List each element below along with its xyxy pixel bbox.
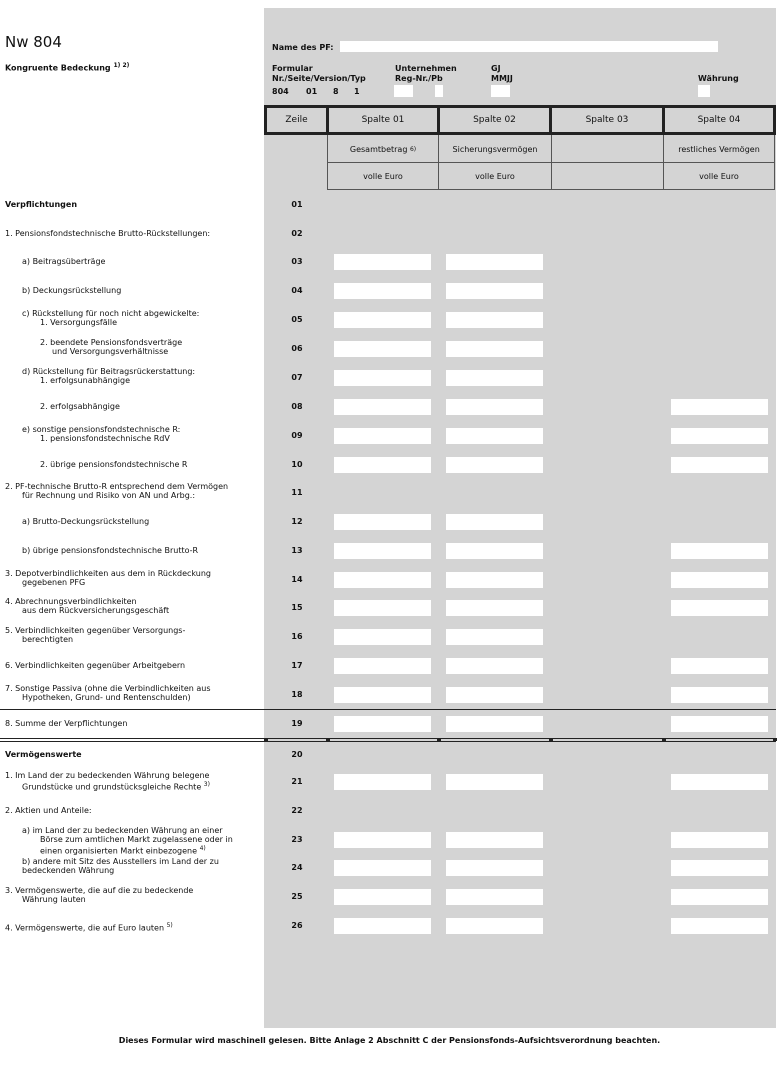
input-row-10-col-02[interactable]	[446, 457, 543, 473]
row-label: für Rechnung und Risiko von AN und Arbg.:	[22, 491, 196, 500]
separator-tick	[264, 738, 268, 741]
regnr-label: Reg-Nr./Pb	[395, 74, 443, 83]
nr-label: Nr./Seite/Version/Typ	[272, 74, 366, 83]
row-label: berechtigten	[22, 635, 74, 644]
row-label: 7. Sonstige Passiva (ohne die Verbindlichkeiten aus	[5, 684, 211, 693]
row-label: a) im Land der zu bedeckenden Währung an einer	[22, 826, 223, 835]
row-label: a) Beitragsüberträge	[22, 257, 106, 266]
separator-tick	[437, 738, 441, 741]
input-row-10-col-04[interactable]	[671, 457, 768, 473]
input-row-13-col-01[interactable]	[334, 543, 431, 559]
input-row-26-col-02[interactable]	[446, 918, 543, 934]
input-row-19-col-02[interactable]	[446, 716, 543, 732]
zeile-header: Zeile	[285, 115, 308, 125]
row-label: 2. erfolgsabhängige	[40, 402, 120, 411]
input-row-19-col-04[interactable]	[671, 716, 768, 732]
input-row-12-col-01[interactable]	[334, 514, 431, 530]
unternehmen-label: Unternehmen	[395, 64, 457, 73]
input-row-24-col-04[interactable]	[671, 860, 768, 876]
footer-note: Dieses Formular wird maschinell gelesen. Bitte Anlage 2 Abschnitt C der Pensionsfonds-Aufsichtsverordnung beachten.	[118, 1036, 661, 1045]
input-row-23-col-02[interactable]	[446, 832, 543, 848]
row-label: Währung lauten	[22, 895, 86, 904]
input-row-17-col-04[interactable]	[671, 658, 768, 674]
input-row-16-col-01[interactable]	[334, 629, 431, 645]
pb-field[interactable]	[435, 85, 443, 97]
unit-col-04: volle Euro	[699, 171, 739, 181]
row-label: 2. PF-technische Brutto-R entsprechend dem Vermögen	[5, 482, 229, 491]
row-number: 04	[291, 286, 303, 295]
input-row-03-col-02[interactable]	[446, 254, 543, 270]
row-number: 17	[291, 661, 303, 670]
gj-label: GJ	[491, 64, 501, 73]
input-row-04-col-02[interactable]	[446, 283, 543, 299]
separator-tick	[773, 738, 777, 741]
regnr-field[interactable]	[394, 85, 413, 97]
separator-verm-1	[0, 738, 776, 739]
input-row-24-col-02[interactable]	[446, 860, 543, 876]
form-subtitle: Kongruente Bedeckung $^{1) 2)}$	[5, 62, 130, 73]
name-field[interactable]	[340, 41, 718, 52]
input-row-03-col-01[interactable]	[334, 254, 431, 270]
separator-verm-2	[0, 741, 776, 742]
row-label: Vermögenswerte	[5, 750, 82, 759]
row-label: 1. Versorgungsfälle	[40, 318, 117, 327]
row-label: 1. pensionsfondstechnische RdV	[40, 434, 170, 443]
row-number: 14	[291, 575, 303, 584]
row-number: 03	[291, 257, 303, 266]
subheader-spalte-03	[552, 136, 663, 162]
col-header-01: Spalte 01	[361, 115, 405, 125]
row-number: 20	[291, 750, 303, 759]
row-label: einen organisierten Markt einbezogene $^{4)}$	[40, 845, 206, 856]
row-number: 18	[291, 690, 303, 699]
row-number: 16	[291, 632, 303, 641]
row-label: und Versorgungsverhältnisse	[52, 347, 169, 356]
row-label: e) sonstige pensionsfondstechnische R:	[22, 425, 181, 434]
unit-col-01: volle Euro	[363, 171, 403, 181]
row-number: 10	[291, 460, 303, 469]
row-number: 05	[291, 315, 303, 324]
row-number: 06	[291, 344, 303, 353]
row-label: 2. Aktien und Anteile:	[5, 806, 92, 815]
formular-label: Formular	[272, 64, 313, 73]
input-row-15-col-04[interactable]	[671, 600, 768, 616]
row-number: 24	[291, 863, 303, 872]
input-row-25-col-04[interactable]	[671, 889, 768, 905]
unit-col-03	[552, 163, 663, 189]
row-label: 2. beendete Pensionsfondsverträge	[40, 338, 183, 347]
row-label: bedeckenden Währung	[22, 866, 115, 875]
input-row-06-col-02[interactable]	[446, 341, 543, 357]
row-number: 23	[291, 835, 303, 844]
row-number: 08	[291, 402, 303, 411]
input-row-04-col-01[interactable]	[334, 283, 431, 299]
input-row-10-col-01[interactable]	[334, 457, 431, 473]
row-label: b) Deckungsrückstellung	[22, 286, 122, 295]
row-label: Verpflichtungen	[5, 200, 78, 209]
row-number: 02	[291, 229, 303, 238]
input-row-08-col-04[interactable]	[671, 399, 768, 415]
input-row-13-col-02[interactable]	[446, 543, 543, 559]
row-label: 5. Verbindlichkeiten gegenüber Versorgungs-	[5, 626, 186, 635]
separator-tick	[549, 738, 553, 741]
row-label: 1. erfolgsunabhängige	[40, 376, 131, 385]
row-label: Grundstücke und grundstücksgleiche Rechte $^{3)}$	[22, 781, 210, 792]
input-row-21-col-01[interactable]	[334, 774, 431, 790]
header-frame-right	[773, 105, 776, 135]
row-number: 25	[291, 892, 303, 901]
row-label: 3. Vermögenswerte, die auf die zu bedeckende	[5, 886, 194, 895]
row-number: 09	[291, 431, 303, 440]
subheader-sicherungsvermoegen: Sicherungsvermögen	[452, 144, 538, 154]
input-row-26-col-04[interactable]	[671, 918, 768, 934]
waehrung-label: Währung	[698, 74, 739, 83]
row-label: b) übrige pensionsfondstechnische Brutto-R	[22, 546, 199, 555]
input-row-21-col-04[interactable]	[671, 774, 768, 790]
input-row-05-col-02[interactable]	[446, 312, 543, 328]
col-header-03: Spalte 03	[585, 115, 629, 125]
input-row-07-col-02[interactable]	[446, 370, 543, 386]
separator-19	[0, 709, 776, 710]
header-frame-bottom	[264, 132, 776, 135]
row-label: c) Rückstellung für noch nicht abgewickelte:	[22, 309, 200, 318]
row-number: 13	[291, 546, 303, 555]
row-label: b) andere mit Sitz des Ausstellers im Land der zu	[22, 857, 219, 866]
input-row-07-col-01[interactable]	[334, 370, 431, 386]
row-label: aus dem Rückversicherungsgeschäft	[22, 606, 170, 615]
mmjj-label: MMJJ	[491, 74, 513, 83]
input-row-15-col-02[interactable]	[446, 600, 543, 616]
input-row-26-col-01[interactable]	[334, 918, 431, 934]
input-row-05-col-01[interactable]	[334, 312, 431, 328]
gj-field[interactable]	[491, 85, 510, 97]
input-row-18-col-04[interactable]	[671, 687, 768, 703]
row-number: 07	[291, 373, 303, 382]
row-number: 22	[291, 806, 303, 815]
separator-tick	[662, 738, 666, 741]
input-row-25-col-01[interactable]	[334, 889, 431, 905]
row-label: 1. Pensionsfondstechnische Brutto-Rückstellungen:	[5, 229, 211, 238]
input-row-21-col-02[interactable]	[446, 774, 543, 790]
input-row-13-col-04[interactable]	[671, 543, 768, 559]
sub-hline-2	[327, 189, 775, 190]
input-row-09-col-01[interactable]	[334, 428, 431, 444]
name-label: Name des PF:	[272, 43, 334, 52]
input-row-08-col-02[interactable]	[446, 399, 543, 415]
col-header-04: Spalte 04	[697, 115, 741, 125]
col-header-02: Spalte 02	[473, 115, 516, 125]
input-row-12-col-02[interactable]	[446, 514, 543, 530]
unit-col-02: volle Euro	[475, 171, 515, 181]
input-row-23-col-01[interactable]	[334, 832, 431, 848]
row-number: 26	[291, 921, 303, 930]
input-row-23-col-04[interactable]	[671, 832, 768, 848]
waehrung-field[interactable]	[698, 85, 710, 97]
input-row-17-col-02[interactable]	[446, 658, 543, 674]
footnote-marker: 3)	[203, 781, 210, 788]
row-label: 3. Depotverbindlichkeiten aus dem in Rückdeckung	[5, 569, 211, 578]
row-label: 6. Verbindlichkeiten gegenüber Arbeitgebern	[5, 661, 186, 670]
row-number: 19	[291, 719, 303, 728]
row-number: 12	[291, 517, 303, 526]
nr-value-typ: 1	[354, 87, 360, 96]
input-row-09-col-02[interactable]	[446, 428, 543, 444]
row-label: d) Rückstellung für Beitragsrückerstattung:	[22, 367, 196, 376]
input-row-25-col-02[interactable]	[446, 889, 543, 905]
input-row-08-col-01[interactable]	[334, 399, 431, 415]
subheader-restliches-vermoegen: restliches Vermögen	[678, 144, 760, 154]
input-row-06-col-01[interactable]	[334, 341, 431, 357]
form-title: Nw 804	[5, 33, 62, 51]
row-label: a) Brutto-Deckungsrückstellung	[22, 517, 150, 526]
input-row-14-col-02[interactable]	[446, 572, 543, 588]
row-label: Hypotheken, Grund- und Rentenschulden)	[22, 693, 191, 702]
row-number: 15	[291, 603, 303, 612]
input-row-24-col-01[interactable]	[334, 860, 431, 876]
separator-tick	[326, 738, 330, 741]
input-row-15-col-01[interactable]	[334, 600, 431, 616]
footnote-marker: 4)	[199, 845, 206, 852]
row-label: 8. Summe der Verpflichtungen	[5, 719, 128, 728]
input-row-19-col-01[interactable]	[334, 716, 431, 732]
footnote-marker: 5)	[166, 922, 173, 929]
row-label: 4. Vermögenswerte, die auf Euro lauten $^{5)}$	[5, 922, 173, 933]
nr-value-seite: 01	[306, 87, 318, 96]
subheader-gesamtbetrag: Gesamtbetrag 6)	[349, 144, 417, 154]
input-row-17-col-01[interactable]	[334, 658, 431, 674]
row-label: gegebenen PFG	[22, 578, 86, 587]
row-label: 2. übrige pensionsfondstechnische R	[40, 460, 188, 469]
input-row-18-col-02[interactable]	[446, 687, 543, 703]
input-row-14-col-04[interactable]	[671, 572, 768, 588]
input-row-14-col-01[interactable]	[334, 572, 431, 588]
input-row-09-col-04[interactable]	[671, 428, 768, 444]
nr-value-formular: 804	[272, 87, 289, 96]
row-number: 11	[291, 488, 303, 497]
row-label: 4. Abrechnungsverbindlichkeiten	[5, 597, 137, 606]
row-number: 21	[291, 777, 303, 786]
nr-value-version: 8	[333, 87, 339, 96]
input-row-16-col-02[interactable]	[446, 629, 543, 645]
row-label: 1. Im Land der zu bedeckenden Währung belegene	[5, 771, 210, 780]
input-row-18-col-01[interactable]	[334, 687, 431, 703]
row-number: 01	[291, 200, 303, 209]
row-label: Börse zum amtlichen Markt zugelassene oder in	[40, 835, 233, 844]
